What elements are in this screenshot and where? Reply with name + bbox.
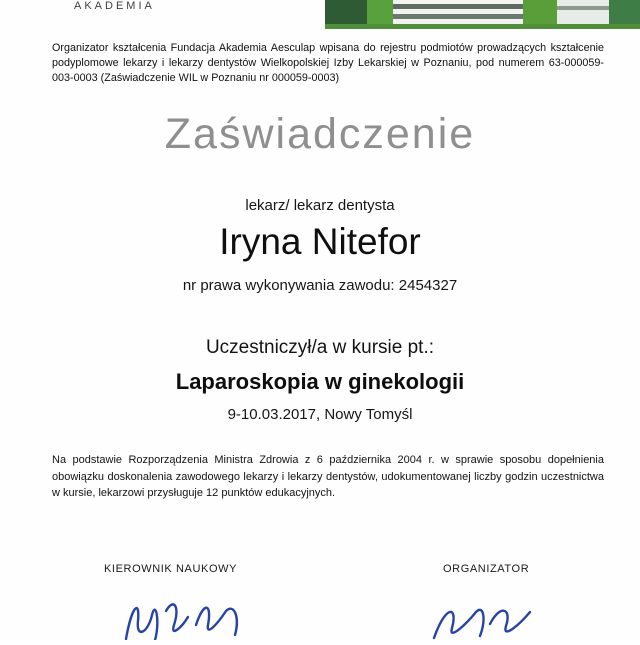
profession-line: lekarz/ lekarz dentysta [245,197,395,214]
license-number-line: nr prawa wykonywania zawodu: 2454327 [182,277,458,294]
certificate-title: Zaświadczenie [164,110,476,158]
signature-left-graphic [118,595,258,640]
participant-name: Iryna Nitefor [219,221,421,262]
building-photo [325,0,640,29]
organizer-label: ORGANIZATOR [443,563,530,575]
course-intro-line: Uczestniczył/a w kursie pt.: [205,337,435,358]
course-title: Laparoskopia w ginekologii [175,369,465,394]
organizer-registration-paragraph: Organizator kształcenia Fundacja Akademia Aesculap wpisana do rejestru podmiotów prowadzących kształcenie podyplomowe lekarzy i lekarzy dentystów Wielkopolskiej Izby Lekarskiej w Poznaniu, pod numerem 63-000059-003-0003 (Zaświadczenie WIL w Poznaniu nr 000059-0003) [52,42,604,84]
scientific-director-signature [118,595,258,645]
legal-basis-paragraph: Na podstawie Rozporządzenia Ministra Zdrowia z 6 października 2004 r. w sprawie sposobu dopełnienia obowiązku doskonalenia zawodowego lekarzy i lekarzy dentystów, udokumentowanej liczby godzin uczestnictwa w kursie, lekarzowi przysługuje 12 punktów edukacyjnych. [52,454,604,499]
signature-right-graphic [428,598,548,640]
course-date-place: 9-10.03.2017, Nowy Tomyśl [227,406,413,423]
scientific-director-label: KIEROWNIK NAUKOWY [104,563,238,575]
logo-akademia-text: AKADEMIA [74,0,155,12]
organizer-signature [428,598,548,645]
building-photo-graphic [325,0,640,29]
